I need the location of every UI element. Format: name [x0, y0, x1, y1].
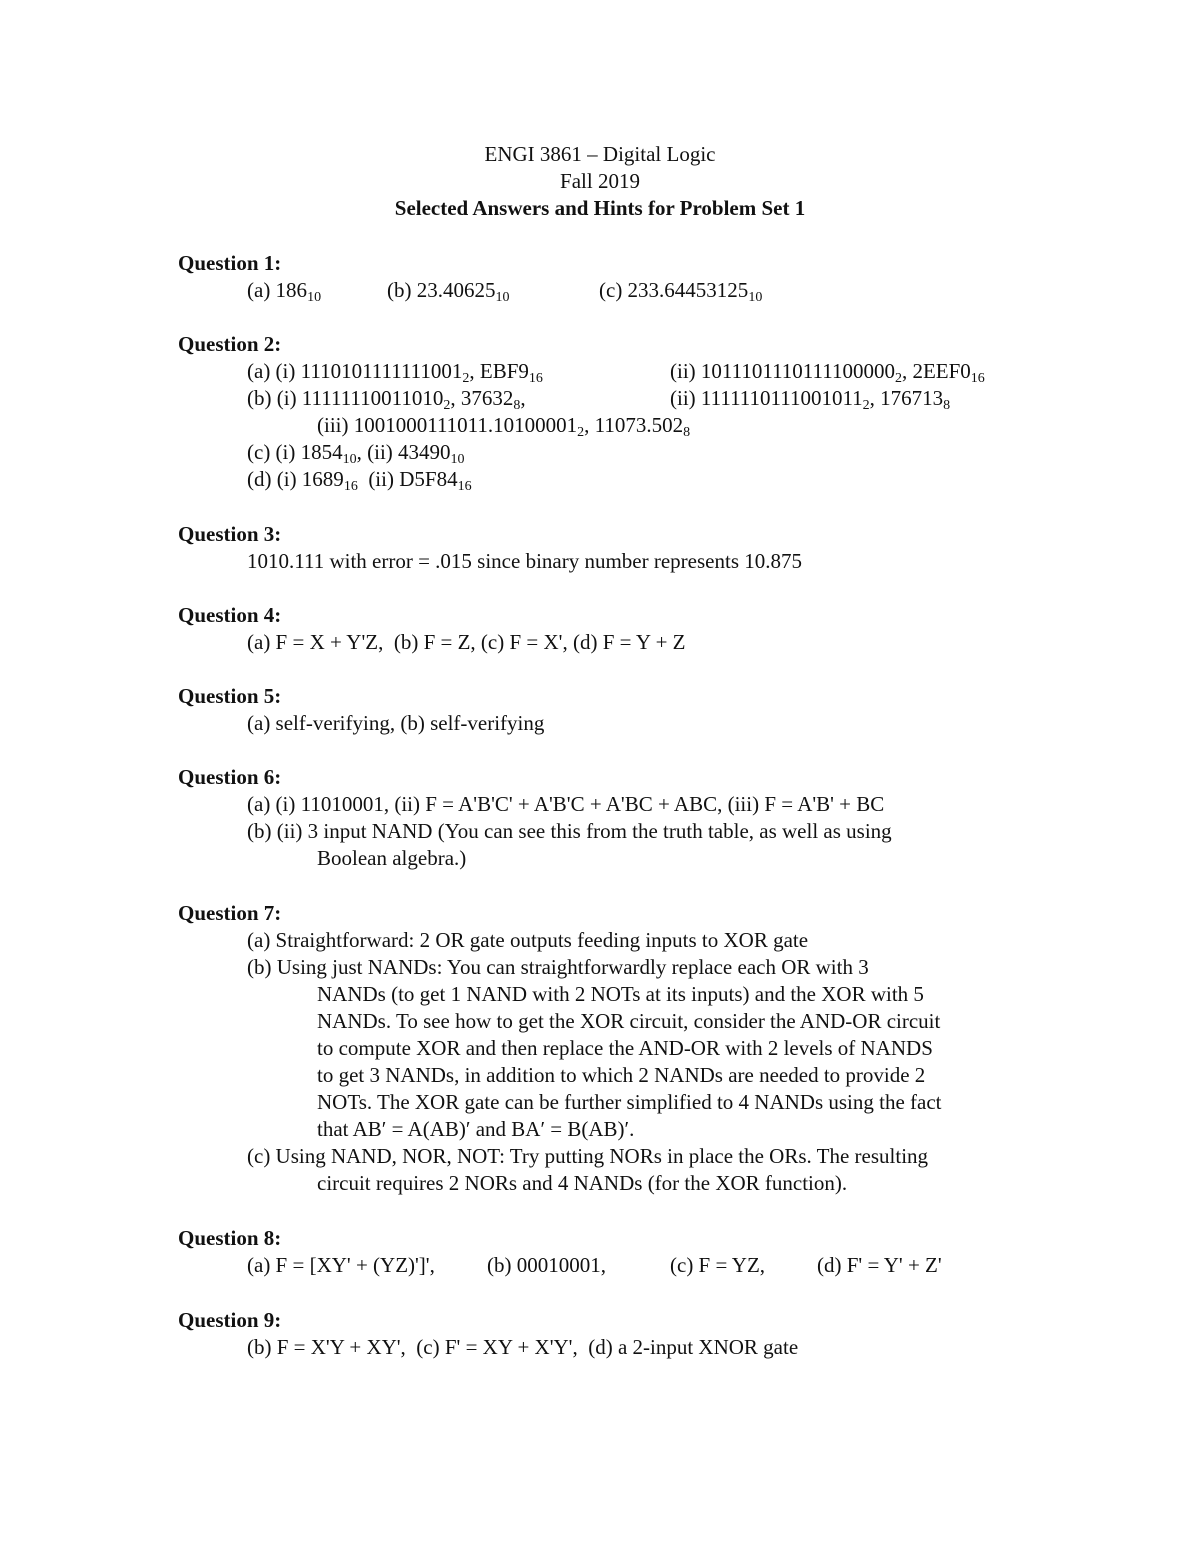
q3-answer: 1010.111 with error = .015 since binary number represents 10.875	[247, 549, 802, 573]
course-title: ENGI 3861 – Digital Logic	[484, 142, 716, 166]
q8-answer-c: (c) F = YZ,	[670, 1253, 766, 1277]
question-2	[178, 331, 1078, 493]
question-9-title: Question 9:	[178, 1308, 282, 1332]
q7-answer-b: (b) Using just NANDs: You can straightforwardly replace each OR with 3	[247, 955, 869, 979]
q2-answer-c: (c) (i) $1854_{10}$, (ii) $43490_{10}$	[247, 440, 465, 467]
q2-answer-b-iii: (iii) $1001000111011.10100001_2$, $11073.502_8$	[317, 413, 691, 440]
q7-answer-b-line5: to get 3 NANDs, in addition to which 2 NANDs are needed to provide 2	[317, 1063, 926, 1087]
q8-answer-d: (d) F' = Y' + Z'	[817, 1253, 942, 1277]
q6-answer-b-cont: Boolean algebra.)	[317, 846, 467, 870]
q9-answer: (b) F = X'Y + XY', (c) F' = XY + X'Y', (d) a 2-input XNOR gate	[247, 1335, 799, 1359]
q7-answer-b-line6: NOTs. The XOR gate can be further simplified to 4 NANDs using the fact	[317, 1090, 942, 1114]
q2-line-a	[178, 358, 1078, 385]
document-header	[0, 141, 1200, 222]
question-6	[178, 764, 1078, 872]
q2-answer-a-ii: (ii) $1011101110111100000_2$, $2EEF0_{16}$	[670, 359, 985, 386]
q7-answer-a: (a) Straightforward: 2 OR gate outputs feeding inputs to XOR gate	[247, 928, 809, 952]
q7-answer-b-line2: NANDs (to get 1 NAND with 2 NOTs at its inputs) and the XOR with 5	[317, 982, 924, 1006]
q8-answer-b: (b) 00010001,	[487, 1253, 606, 1277]
q1-answer-a: (a) $186_{10}$	[247, 278, 322, 305]
q1-answer-c: (c) $233.64453125_{10}$	[599, 278, 763, 305]
question-6-title: Question 6:	[178, 765, 282, 789]
question-5	[178, 683, 1078, 737]
q4-answer: (a) F = X + Y'Z, (b) F = Z, (c) F = X', (d) F = Y + Z	[247, 630, 686, 654]
question-1-title: Question 1:	[178, 251, 282, 275]
question-1-answers	[178, 277, 1078, 304]
question-4-title: Question 4:	[178, 603, 282, 627]
q7-answer-c-line2: circuit requires 2 NORs and 4 NANDs (for the XOR function).	[317, 1171, 848, 1195]
q2-answer-a-i: (a) (i) $1110101111111001_2$, $EBF9_{16}$	[247, 359, 543, 386]
q2-answer-b-ii: (ii) $1111110111001011_2$, $176713_8$	[670, 386, 951, 413]
question-8	[178, 1225, 1078, 1279]
question-1	[178, 250, 1078, 304]
q7-answer-b-line4: to compute XOR and then replace the AND-OR with 2 levels of NANDS	[317, 1036, 933, 1060]
q2-answer-d: (d) (i) $1689_{16}$ (ii) $D5F84_{16}$	[247, 467, 472, 494]
q8-answer-a: (a) F = [XY' + (YZ)']',	[247, 1253, 435, 1277]
q1-answer-b: (b) $23.40625_{10}$	[387, 278, 510, 305]
question-7	[178, 900, 1078, 1197]
question-3-title: Question 3:	[178, 522, 282, 546]
question-5-title: Question 5:	[178, 684, 282, 708]
question-8-title: Question 8:	[178, 1226, 282, 1250]
q6-answer-b: (b) (ii) 3 input NAND (You can see this from the truth table, as well as using	[247, 819, 892, 843]
question-9	[178, 1307, 1078, 1361]
q5-answer: (a) self-verifying, (b) self-verifying	[247, 711, 545, 735]
q7-answer-b-line7: that AB′ = A(AB)′ and BA′ = B(AB)′.	[317, 1117, 635, 1141]
q6-answer-a: (a) (i) 11010001, (ii) F = A'B'C' + A'B'C + A'BC + ABC, (iii) F = A'B' + BC	[247, 792, 885, 816]
question-3	[178, 521, 1078, 575]
q2-line-b	[178, 385, 1078, 412]
q8-answers	[178, 1252, 1078, 1279]
document-title: Selected Answers and Hints for Problem Set 1	[394, 196, 806, 220]
question-4	[178, 602, 1078, 656]
term: Fall 2019	[560, 169, 640, 193]
question-7-title: Question 7:	[178, 901, 282, 925]
q2-answer-b-i: (b) (i) $11111110011010_2$, $37632_8$,	[247, 386, 526, 413]
q7-answer-b-line3: NANDs. To see how to get the XOR circuit, consider the AND-OR circuit	[317, 1009, 941, 1033]
question-2-title: Question 2:	[178, 332, 282, 356]
q7-answer-c: (c) Using NAND, NOR, NOT: Try putting NORs in place the ORs. The resulting	[247, 1144, 929, 1168]
